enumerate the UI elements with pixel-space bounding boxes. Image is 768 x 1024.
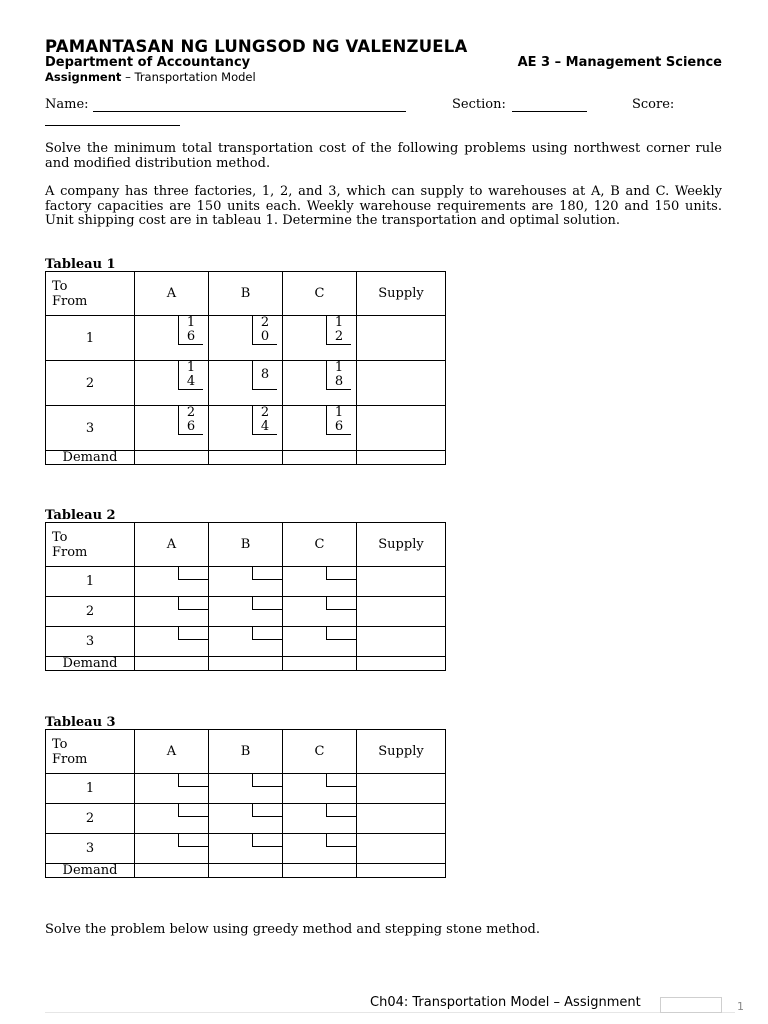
cost-box [326, 567, 356, 580]
instruction-paragraph-1: Solve the minimum total transportation cost of the following problems using northwest corner rule and modified distribution method. [45, 141, 722, 171]
cell-2-b[interactable] [209, 804, 283, 834]
cost-box: 1 2 [326, 316, 351, 345]
cell-2-c[interactable] [283, 804, 357, 834]
col-header-a: A [135, 272, 209, 316]
cell-1-b[interactable] [209, 316, 283, 361]
cell-1-b[interactable] [209, 774, 283, 804]
to-from-cell [46, 523, 135, 567]
cost-box [178, 627, 208, 640]
section-label: Section: [452, 97, 506, 112]
cost-box [326, 834, 356, 847]
name-field-continuation[interactable] [45, 125, 180, 126]
cost-box: 2 4 [252, 406, 277, 435]
name-label: Name: [45, 97, 89, 112]
cell-1-c[interactable] [283, 316, 357, 361]
demand-label: Demand [46, 451, 135, 465]
demand-cell-b[interactable] [209, 864, 283, 878]
row-label-1: 1 [46, 774, 135, 804]
cell-2-c[interactable] [283, 597, 357, 627]
col-header-supply: Supply [357, 523, 446, 567]
cell-2-c[interactable] [283, 361, 357, 406]
supply-cell-2[interactable] [357, 361, 446, 406]
footer-rule [45, 1012, 735, 1013]
cell-3-c[interactable] [283, 834, 357, 864]
cell-3-b[interactable] [209, 834, 283, 864]
cost-box [252, 567, 282, 580]
tableau-1-label: Tableau 1 [45, 257, 116, 272]
col-header-supply: Supply [357, 272, 446, 316]
demand-label: Demand [46, 864, 135, 878]
col-header-b: B [209, 730, 283, 774]
cost-box [326, 627, 356, 640]
cost-box [252, 627, 282, 640]
problem-statement: A company has three factories, 1, 2, and 3, which can supply to warehouses at A, B and C. Weekly factory capacities are 150 units each. Weekly warehouse requirements are 180, 120 and 150 units. Unit shipping cost are in tableau 1. Determine the transportation and optimal solution. [45, 184, 722, 229]
cost-box [178, 567, 208, 580]
assignment-line [45, 70, 256, 84]
supply-cell-1[interactable] [357, 774, 446, 804]
row-label-3: 3 [46, 834, 135, 864]
tableau-2-table [45, 522, 446, 671]
cell-3-a[interactable] [135, 834, 209, 864]
section-field[interactable] [512, 111, 587, 112]
col-header-c: C [283, 730, 357, 774]
tableau-3-table [45, 729, 446, 878]
cell-2-a[interactable] [135, 361, 209, 406]
cost-box: 1 4 [178, 361, 203, 390]
cost-box: 1 6 [326, 406, 351, 435]
cost-box [326, 597, 356, 610]
col-header-a: A [135, 730, 209, 774]
supply-cell-1[interactable] [357, 567, 446, 597]
demand-cell-b[interactable] [209, 657, 283, 671]
cost-box: 1 6 [178, 316, 203, 345]
col-header-b: B [209, 523, 283, 567]
cost-box [252, 774, 282, 787]
department-name: Department of Accountancy [45, 55, 251, 70]
col-header-supply: Supply [357, 730, 446, 774]
cost-box [326, 804, 356, 817]
tableau-1-table [45, 271, 446, 465]
from-label: From [52, 751, 88, 767]
demand-cell-c[interactable] [283, 657, 357, 671]
cell-3-b[interactable] [209, 406, 283, 451]
cell-1-c[interactable] [283, 774, 357, 804]
course-title: AE 3 – Management Science [517, 55, 722, 70]
row-label-3: 3 [46, 627, 135, 657]
cell-1-a[interactable] [135, 316, 209, 361]
cell-2-a[interactable] [135, 597, 209, 627]
cell-2-b[interactable] [209, 597, 283, 627]
demand-cell-total[interactable] [357, 451, 446, 465]
score-label: Score: [632, 97, 675, 112]
demand-cell-total[interactable] [357, 657, 446, 671]
cost-box [326, 774, 356, 787]
demand-cell-total[interactable] [357, 864, 446, 878]
to-from-cell [46, 272, 135, 316]
cost-box: 2 0 [252, 316, 277, 345]
cost-box: 8 [252, 361, 277, 390]
cost-box: 2 6 [178, 406, 203, 435]
to-label: To [52, 529, 68, 545]
cell-2-b[interactable] [209, 361, 283, 406]
footer-text: Ch04: Transportation Model – Assignment [370, 995, 641, 1010]
cell-3-a[interactable] [135, 627, 209, 657]
tableau-2-label: Tableau 2 [45, 508, 116, 523]
cell-3-a[interactable] [135, 406, 209, 451]
demand-cell-c[interactable] [283, 451, 357, 465]
row-label-1: 1 [46, 567, 135, 597]
cost-box [178, 597, 208, 610]
row-label-1: 1 [46, 316, 135, 361]
cell-3-c[interactable] [283, 406, 357, 451]
demand-label: Demand [46, 657, 135, 671]
row-label-2: 2 [46, 361, 135, 406]
cost-box [178, 834, 208, 847]
footer-box [660, 997, 722, 1013]
assignment-label: Assignment [45, 70, 122, 84]
cost-box [252, 804, 282, 817]
cell-1-c[interactable] [283, 567, 357, 597]
instruction-paragraph-2: Solve the problem below using greedy method and stepping stone method. [45, 922, 540, 937]
cell-1-a[interactable] [135, 567, 209, 597]
cost-box [178, 774, 208, 787]
cell-1-a[interactable] [135, 774, 209, 804]
demand-cell-a[interactable] [135, 657, 209, 671]
cost-box: 1 8 [326, 361, 351, 390]
cell-1-b[interactable] [209, 567, 283, 597]
cell-2-a[interactable] [135, 804, 209, 834]
row-label-2: 2 [46, 804, 135, 834]
demand-cell-a[interactable] [135, 864, 209, 878]
supply-cell-3[interactable] [357, 406, 446, 451]
row-label-2: 2 [46, 597, 135, 627]
row-label-3: 3 [46, 406, 135, 451]
supply-cell-3[interactable] [357, 834, 446, 864]
supply-cell-3[interactable] [357, 627, 446, 657]
demand-cell-b[interactable] [209, 451, 283, 465]
to-label: To [52, 278, 68, 294]
tableau-3-label: Tableau 3 [45, 715, 116, 730]
cell-3-b[interactable] [209, 627, 283, 657]
supply-cell-1[interactable] [357, 316, 446, 361]
to-from-cell [46, 730, 135, 774]
col-header-b: B [209, 272, 283, 316]
from-label: From [52, 293, 88, 309]
col-header-a: A [135, 523, 209, 567]
cost-box [252, 834, 282, 847]
name-field[interactable] [93, 111, 406, 112]
supply-cell-2[interactable] [357, 804, 446, 834]
demand-cell-c[interactable] [283, 864, 357, 878]
demand-cell-a[interactable] [135, 451, 209, 465]
to-label: To [52, 736, 68, 752]
cost-box [178, 804, 208, 817]
page-number: 1 [737, 1000, 744, 1013]
supply-cell-2[interactable] [357, 597, 446, 627]
col-header-c: C [283, 523, 357, 567]
col-header-c: C [283, 272, 357, 316]
cost-box [252, 597, 282, 610]
from-label: From [52, 544, 88, 560]
university-name: PAMANTASAN NG LUNGSOD NG VALENZUELA [45, 37, 468, 56]
assignment-topic: – Transportation Model [121, 70, 256, 84]
cell-3-c[interactable] [283, 627, 357, 657]
